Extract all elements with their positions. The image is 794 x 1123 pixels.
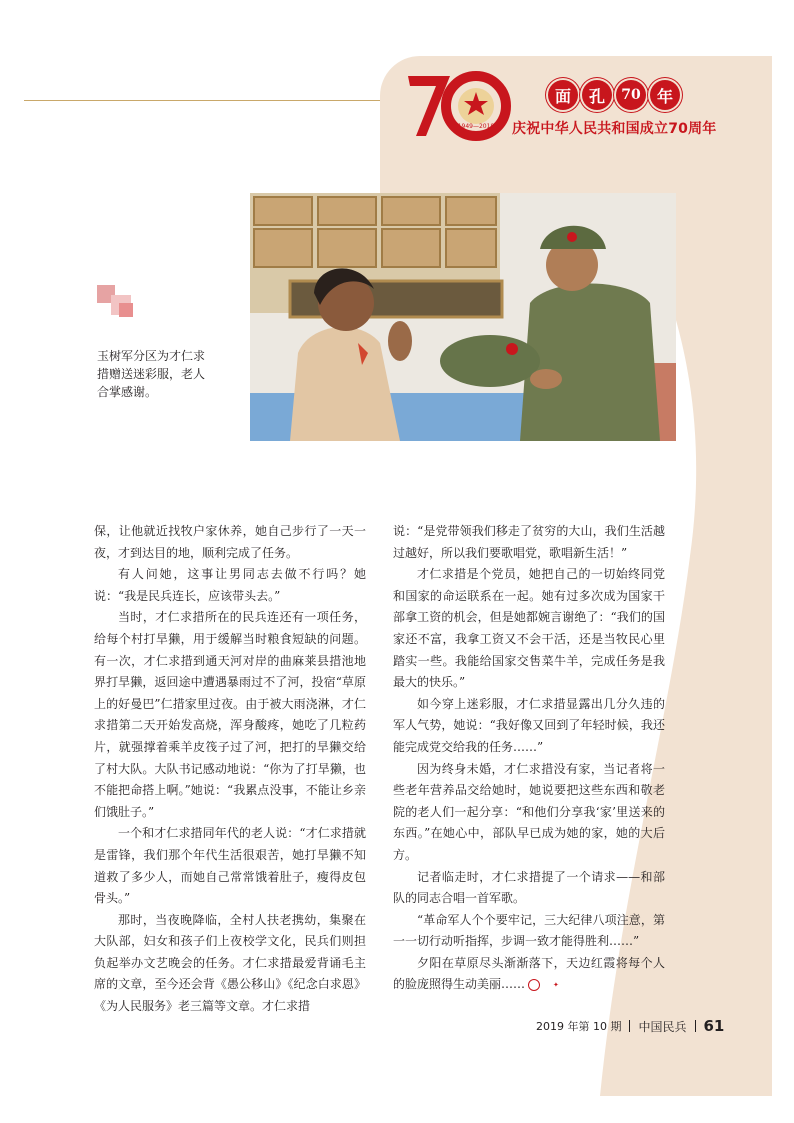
paragraph-last [393, 953, 665, 996]
paragraph: 如今穿上迷彩服，才仁求措显露出几分久违的军人气势，她说：“我好像又回到了年轻时候，我还能完成党交给我的任务……” [393, 696, 665, 754]
paragraph: 一个和才仁求措同年代的老人说：“才仁求措就是雷锋，我们那个年代生活很艰苦，她打旱獭不知道救了多少人，而她自己常常饿着肚子，瘦得皮包骨头。” [94, 826, 366, 906]
header-subtitle: 庆祝中华人民共和国成立70周年 [512, 121, 717, 137]
article-end-icon: ✦ [528, 979, 540, 991]
paragraph: 那时，当夜晚降临，全村人扶老携幼，集聚在大队部，妇女和孩子们上夜校学文化，民兵们则担负起举办文艺晚会的任务。才仁求措最爱背诵毛主席的文章，至今还会背《愚公移山》《纪念白求恩》《为人民服务》老三篇等文章。才仁求措 [94, 912, 366, 1014]
badge-char: 面 [548, 80, 578, 110]
paragraph: 有人问她，这事让男同志去做不行吗？她说：“我是民兵连长，应该带头去。” [94, 567, 366, 603]
caption-decoration [97, 285, 139, 321]
column-title-badges [548, 80, 680, 110]
page-footer [536, 1016, 724, 1036]
paragraph: 因为终身未婚，才仁求措没有家，当记者将一些老年营养品交给她时，她说要把这些东西和敬老院的老人们一起分享：“和他们分享我‘家’里送来的东西。”在她心中，部队早已成为她的家，她的大后方。 [393, 761, 665, 862]
photo-caption: 玉树军分区为才仁求措赠送迷彩服，老人合掌感谢。 [97, 349, 206, 399]
anniversary-70-logo [404, 70, 512, 142]
badge-char: 孔 [582, 80, 612, 110]
paragraph: 当时，才仁求措所在的民兵连还有一项任务，给每个村打旱獭，用于缓解当时粮食短缺的问题。有一次，才仁求措到通天河对岸的曲麻莱县措池地界打旱獭，返回途中遭遇暴雨过不了河，投宿“草原上的好曼巴”仁措家里过夜。由于被大雨浇淋，才仁求措第二天开始发高烧，浑身酸疼，她吃了几粒药片，就强撑着乘羊皮筏子过了河，把打的旱獭交给了村大队。大队书记感动地说：“你为了打旱獭，也不能把命搭上啊。”她说：“我累点没事，不能让乡亲们饿肚子。” [94, 610, 366, 819]
article-left-column [94, 521, 366, 1018]
logo-years: 1949—2019 [457, 123, 495, 130]
footer-divider [629, 1020, 630, 1032]
footer-divider [695, 1020, 696, 1032]
badge-char: 年 [650, 80, 680, 110]
paragraph: “革命军人个个要牢记，三大纪律八项注意，第一一切行动听指挥，步调一致才能得胜利……” [393, 912, 665, 949]
paragraph: 记者临走时，才仁求措提了一个请求——和部队的同志合唱一首军歌。 [393, 869, 665, 906]
paragraph: 才仁求措是个党员，她把自己的一切始终同党和国家的命运联系在一起。她有过多次成为国家干部拿工资的机会，但是她都婉言谢绝了：“我们的国家还不富，我拿工资又不会干活，还是当牧民心里踏实一些。我能给国家交售菜牛羊，完成任务是我最大的快乐。” [393, 567, 665, 690]
paragraph: 说：“是党带领我们移走了贫穷的大山，我们生活越过越好，所以我们要歌唱党，歌唱新生活！” [393, 524, 665, 560]
issue-label: 2019 年第 10 期 [536, 1020, 622, 1033]
header-rule-line [24, 100, 380, 101]
paragraph: 保，让他就近找牧户家休养，她自己步行了一天一夜，才到达目的地，顺利完成了任务。 [94, 524, 366, 560]
article-right-column [393, 521, 665, 996]
page-number: 61 [703, 1017, 725, 1035]
photo-soldier-giving-uniform [250, 193, 676, 441]
paragraph-text: 夕阳在草原尽头渐渐落下，天边红霞将每个人的脸庞照得生动美丽…… [393, 955, 665, 992]
magazine-name: 中国民兵 [638, 1019, 687, 1034]
badge-char: 70 [616, 80, 646, 110]
